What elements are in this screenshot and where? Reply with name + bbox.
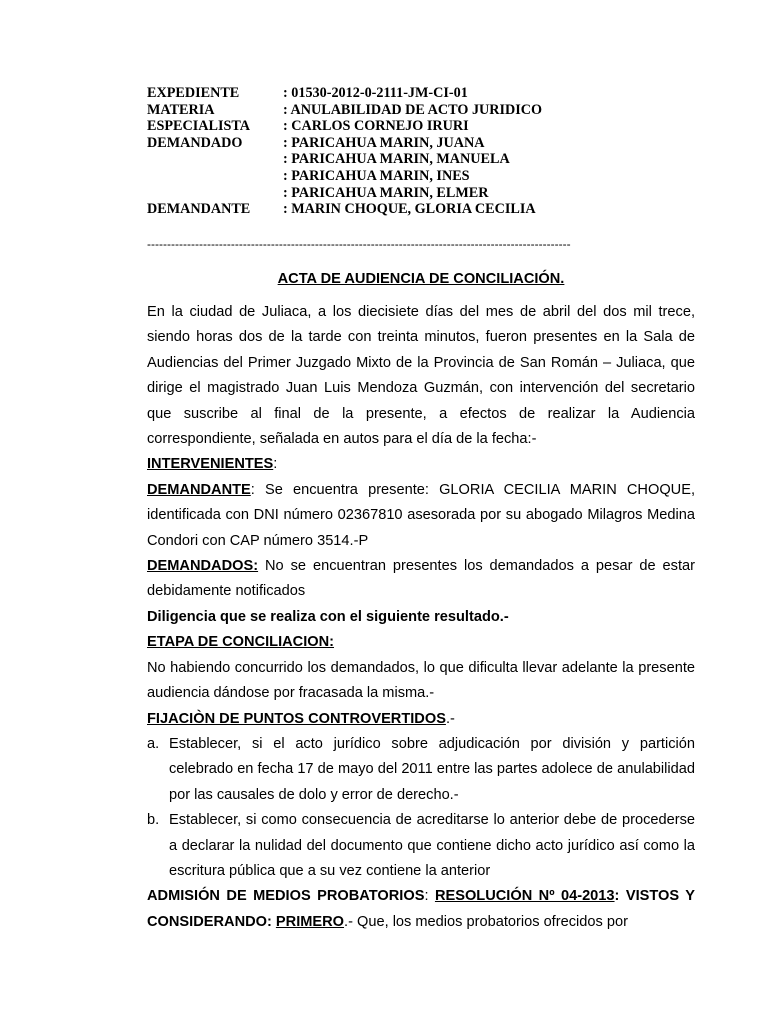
header-value: : CARLOS CORNEJO IRURI [283, 118, 469, 135]
header-value: : PARICAHUA MARIN, INES [283, 167, 470, 184]
fijacion-heading [147, 707, 695, 732]
list-marker: a. [147, 735, 160, 752]
header-row [147, 185, 707, 202]
demandados-text: No se encuentran presentes los demandados a pesar de estar debidamente notificados [147, 558, 695, 600]
resolucion-number: RESOLUCIÓN Nº 04-2013 [434, 888, 615, 905]
header-label: DEMANDANTE [147, 201, 251, 218]
header-label [147, 168, 283, 185]
admision-tail: .- Que, los medios probatorios ofrecidos por [344, 913, 628, 930]
header-row [147, 118, 707, 135]
separator-line: ---------------------------------------------------------------------------------------------------------- [147, 237, 571, 251]
demandados-paragraph [147, 554, 695, 605]
header-label [147, 185, 283, 202]
header-value: : PARICAHUA MARIN, JUANA [283, 134, 485, 151]
header-row [147, 151, 707, 168]
list-item-text: Establecer, si como consecuencia de acreditarse lo anterior debe de procederse a declarar la nulidad del documento que contiene dicho acto jurídico así como la escritura pública que a su vez contiene la anterior [169, 812, 695, 879]
primero-label: PRIMERO [275, 913, 345, 930]
list-item-text: Establecer, si el acto jurídico sobre adjudicación por división y partición celebrado en fecha 17 de mayo del 2011 entre las partes adolece de anulabilidad por las causales de dolo y error de derecho.- [169, 735, 695, 803]
header-value: : PARICAHUA MARIN, ELMER [283, 184, 489, 201]
list-item [147, 808, 695, 884]
document-body [147, 300, 695, 935]
admision-sep: : [424, 888, 435, 905]
intro-paragraph: En la ciudad de Juliaca, a los diecisiete días del mes de abril del dos mil trece, siendo horas dos de la tarde con treinta minutos, fueron presentes en la Sala de Audiencias del Primer Juzgado Mixto de la Provincia de San Román – Juliaca, que dirige el magistrado Juan Luis Mendoza Guzmán, con intervención del secretario que suscribe al final de la presente, a efectos de realizar la Audiencia correspondiente, señalada en autos para el día de la fecha:- [147, 304, 695, 448]
list-marker: b. [147, 812, 160, 829]
case-header [147, 85, 707, 218]
header-row [147, 135, 707, 152]
header-row [147, 102, 707, 119]
fijacion-label: FIJACIÒN DE PUNTOS CONTROVERTIDOS [147, 710, 446, 727]
intervinientes-heading [147, 452, 695, 477]
fijacion-suffix: .- [445, 710, 455, 727]
header-label: EXPEDIENTE [147, 85, 240, 101]
admision-label: ADMISIÓN DE MEDIOS PROBATORIOS [147, 888, 425, 905]
header-row [147, 201, 707, 218]
etapa-paragraph: No habiendo concurrido los demandados, lo que dificulta llevar adelante la presente audiencia dándose por fracasada la misma.- [147, 659, 695, 702]
demandante-paragraph [147, 478, 695, 554]
intervinientes-suffix: : [273, 456, 278, 473]
header-value: : ANULABILIDAD DE ACTO JURIDICO [283, 101, 543, 118]
header-row [147, 168, 707, 185]
document-title: ACTA DE AUDIENCIA DE CONCILIACIÓN. [277, 271, 565, 287]
header-value: : PARICAHUA MARIN, MANUELA [283, 151, 510, 168]
intervinientes-label: INTERVENIENTES [147, 456, 274, 473]
header-label: ESPECIALISTA [147, 118, 251, 135]
header-label: MATERIA [147, 101, 215, 118]
admision-paragraph [147, 884, 695, 935]
demandante-label: DEMANDANTE [147, 481, 251, 498]
demandante-text: : Se encuentra presente: GLORIA CECILIA MARIN CHOQUE, identificada con DNI número 02367810 asesorada por su abogado Milagros Medina Condori con CAP número 3514.-P [147, 481, 695, 549]
header-label: DEMANDADO [147, 134, 243, 151]
demandados-label: DEMANDADOS: [147, 558, 259, 575]
etapa-label: ETAPA DE CONCILIACION: [147, 634, 335, 651]
list-item [147, 732, 695, 808]
etapa-heading [147, 630, 695, 655]
header-value: : 01530-2012-0-2111-JM-CI-01 [283, 85, 468, 101]
header-value: : MARIN CHOQUE, GLORIA CECILIA [283, 201, 536, 218]
vistos-text: : VISTOS Y CONSIDERANDO: [147, 888, 696, 930]
header-label [147, 151, 283, 168]
header-row [147, 85, 707, 102]
diligencia-line: Diligencia que se realiza con el siguiente resultado.- [147, 608, 509, 625]
